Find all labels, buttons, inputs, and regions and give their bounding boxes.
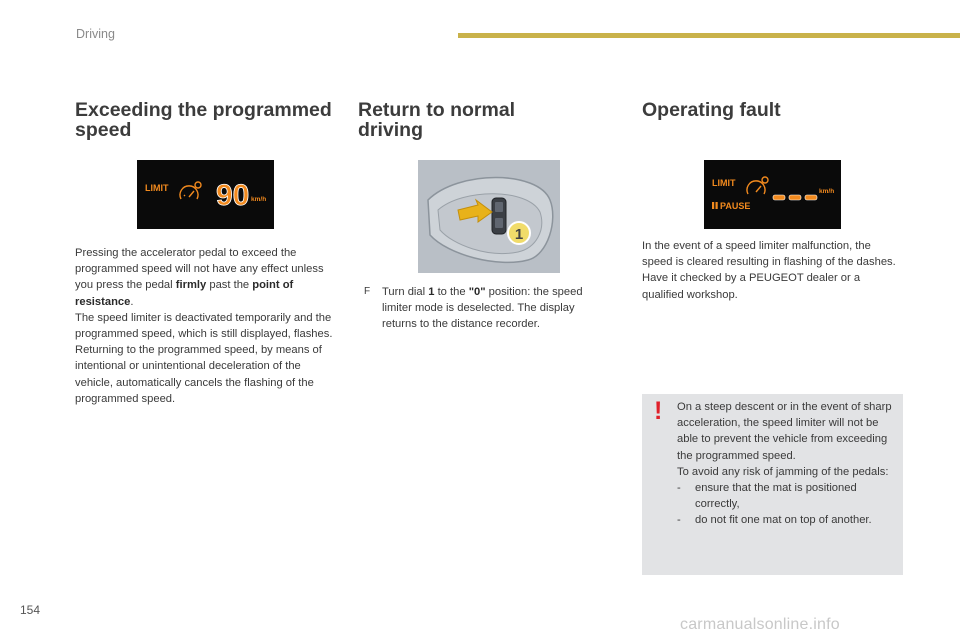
header-accent-bar — [458, 33, 960, 38]
section-return-normal — [358, 100, 608, 140]
section-title-fault: Operating fault — [642, 99, 781, 121]
stalk-dial-illustration — [418, 160, 560, 273]
exceeding-body-text: Pressing the accelerator pedal to exceed the programmed speed will not have any effect unless you press the pedal firmly past the point of resistance. The speed limiter is deactivated temporarily and the programmed speed, which is still displayed, flashes. Returning to the programmed speed, by means of intentional or unintentional deceleration of the vehicle, automatically cancels the flashing of the programmed speed. — [75, 247, 333, 405]
section-operating-fault — [642, 100, 904, 120]
limit-label: LIMIT — [145, 183, 169, 193]
bullet-marker: F — [364, 286, 371, 297]
pause-icon — [712, 202, 718, 209]
section-title-exceeding: Exceeding the programmed speed — [75, 99, 332, 141]
speed-unit: km/h — [819, 188, 835, 195]
limit-pause-display — [704, 160, 841, 229]
section-exceeding-speed — [75, 100, 340, 140]
limit-label: LIMIT — [712, 178, 736, 188]
fault-body-text: In the event of a speed limiter malfunction, the speed is cleared resulting in flashing of the dashes. Have it checked by a PEUGEOT dealer or a qualified workshop. — [642, 240, 896, 301]
list-item: - ensure that the mat is positioned correctly, — [677, 482, 857, 511]
section-title-return: Return to normal driving — [358, 99, 516, 141]
warning-text: On a steep descent or in the event of sharp acceleration, the speed limiter will not be able to prevent the vehicle from exceeding the programmed speed. To avoid any risk of jamming of the pedals: - ensure that the mat is positioned correctly, - do not fit one mat on top of another. — [677, 399, 899, 529]
callout-number: 1 — [514, 226, 524, 243]
return-instruction: F Turn dial 1 to the "0" position: the speed limiter mode is deselected. The display returns to the distance recorder. — [364, 286, 583, 331]
speed-value: 90 — [216, 179, 250, 212]
limit-90-display — [137, 160, 274, 229]
warning-icon: ! — [654, 397, 663, 425]
pause-label: PAUSE — [720, 201, 751, 211]
warning-box — [642, 394, 903, 575]
speedometer-icon — [747, 177, 768, 194]
section-label: Driving — [76, 27, 115, 41]
speed-unit: km/h — [251, 196, 267, 203]
page-number: 154 — [20, 603, 41, 617]
watermark: carmanualsonline.info — [680, 616, 840, 633]
list-item: - do not fit one mat on top of another. — [677, 514, 872, 527]
flashing-dashes — [773, 195, 817, 200]
speedometer-icon — [180, 182, 201, 199]
